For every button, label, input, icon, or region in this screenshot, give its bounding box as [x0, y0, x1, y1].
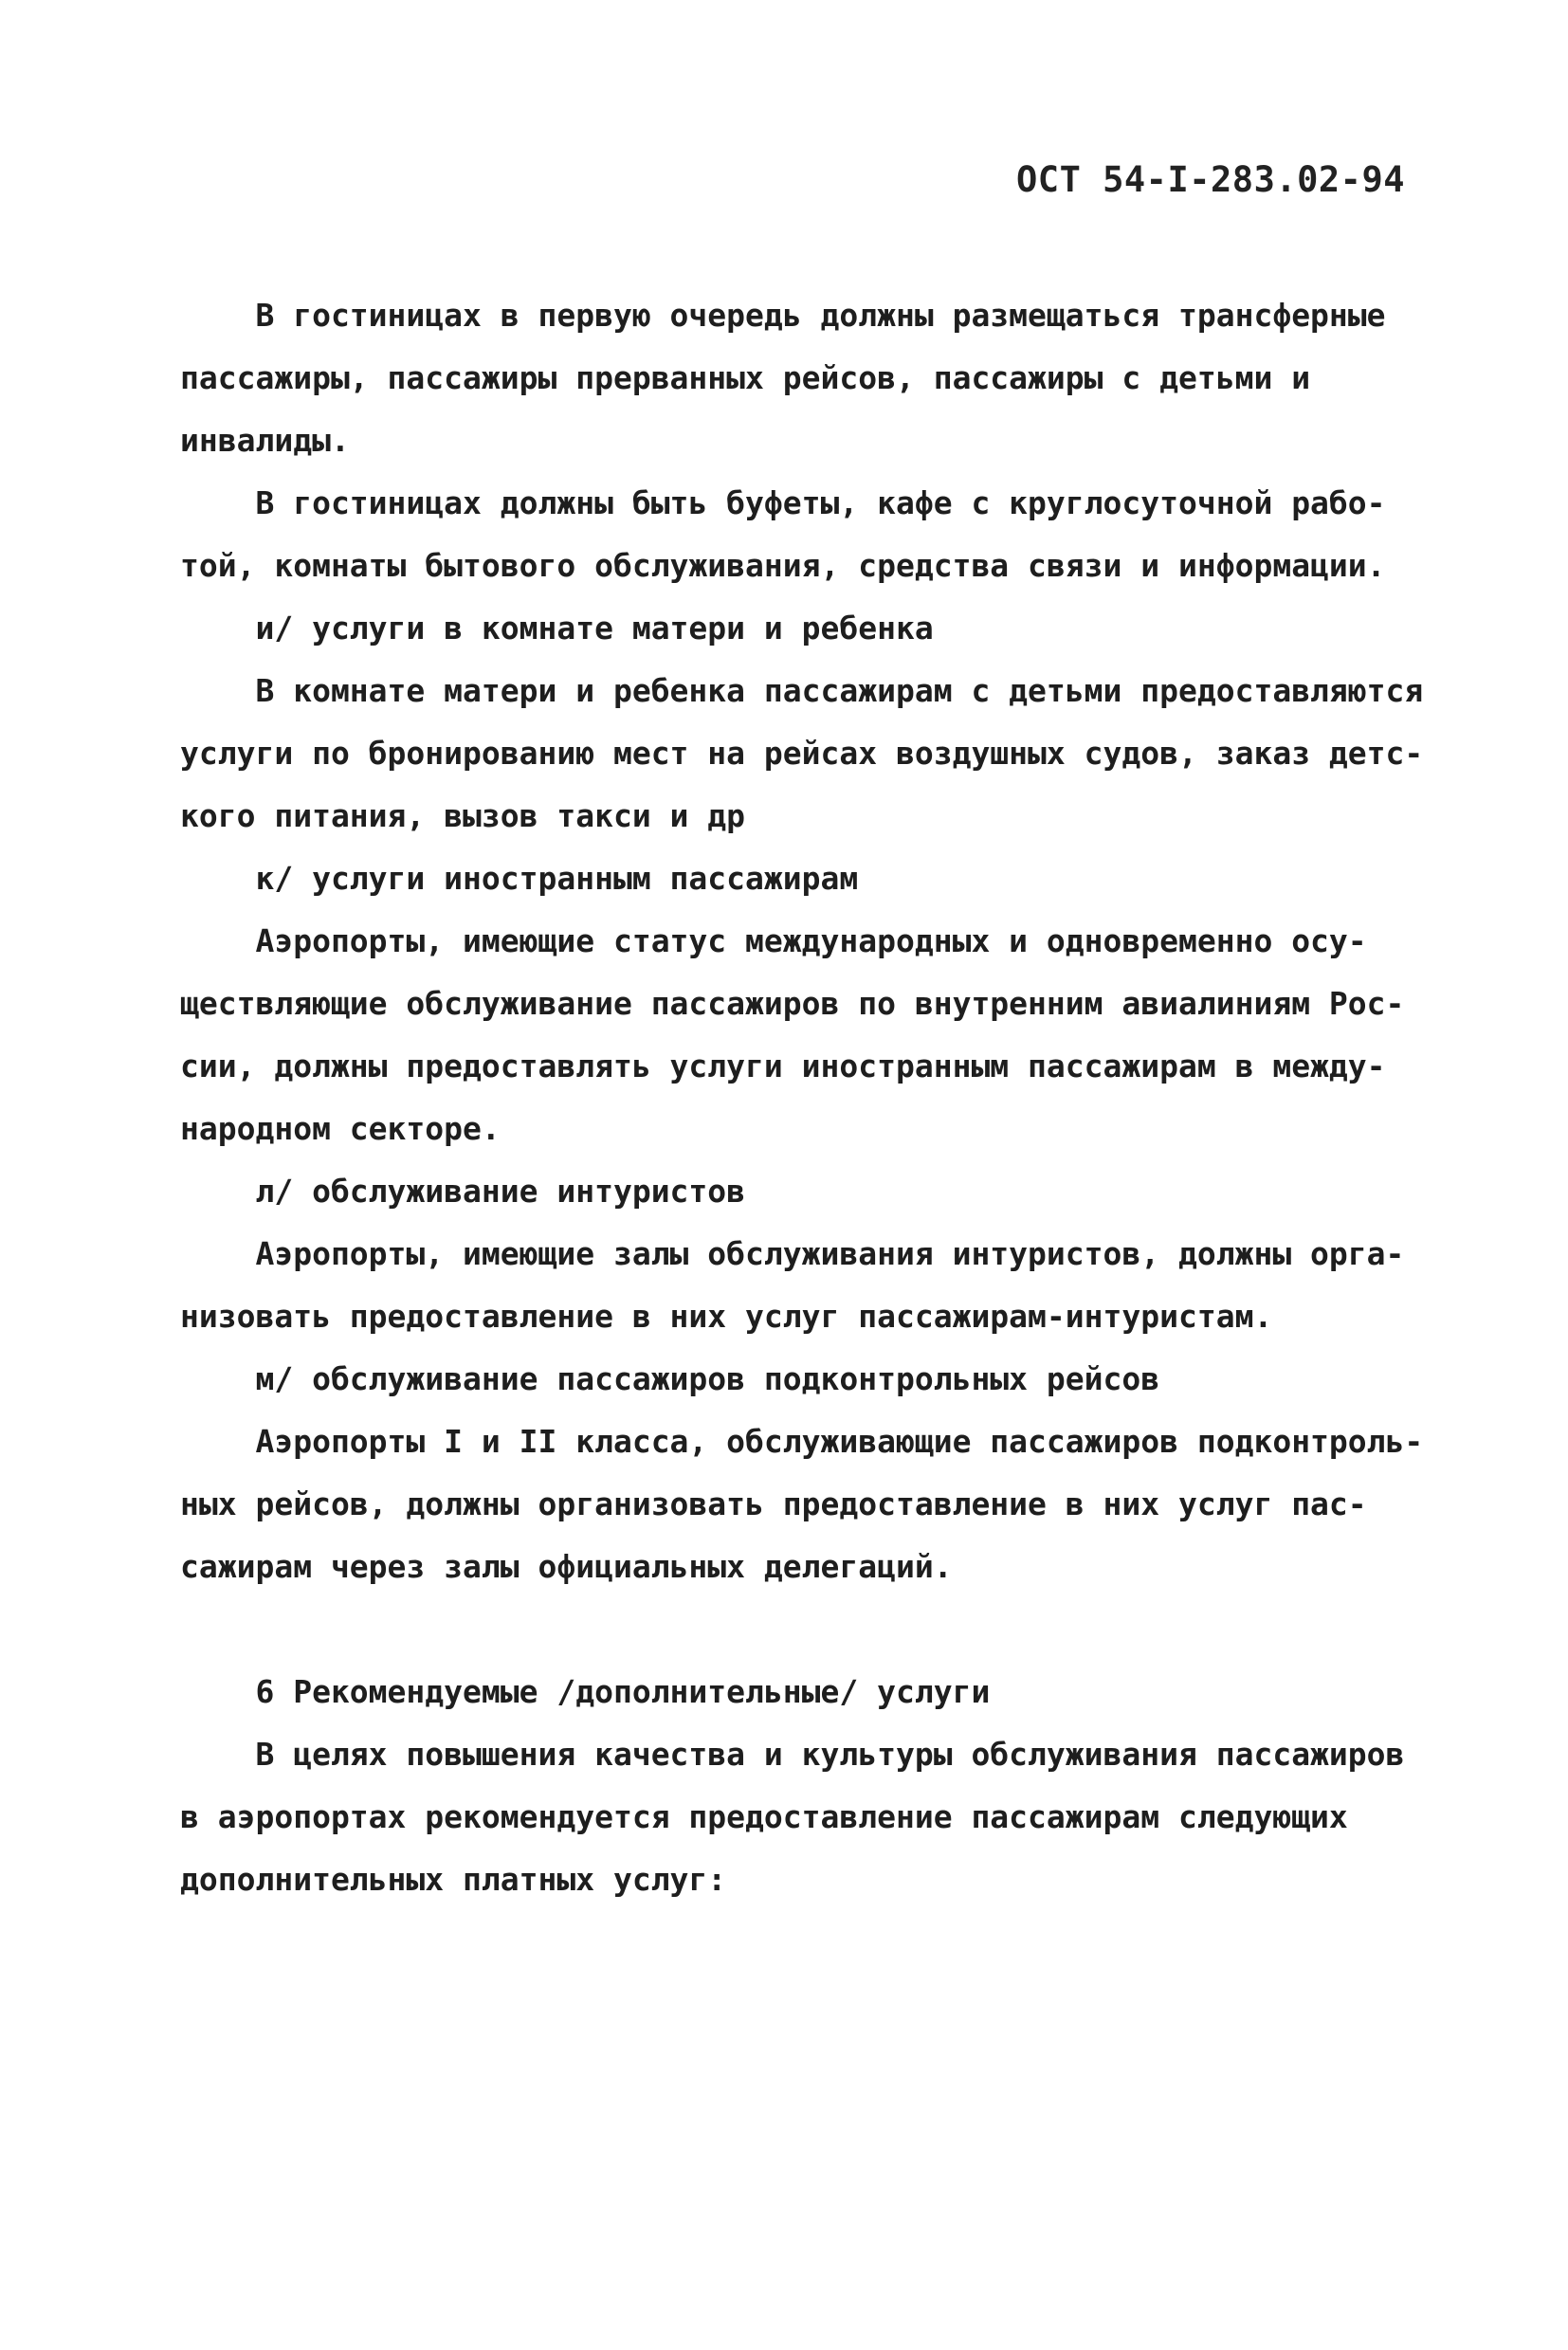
section-heading: м/ обслуживание пассажиров подконтрольных рейсов — [180, 1360, 1160, 1397]
text-line: сии, должны предоставлять услуги иностранным пассажирам в между- — [180, 1047, 1386, 1084]
text-line: в аэропортах рекомендуется предоставление пассажирам следующих — [180, 1798, 1348, 1835]
text-line: ных рейсов, должны организовать предоставление в них услуг пас- — [180, 1485, 1367, 1522]
section-heading: к/ услуги иностранным пассажирам — [180, 860, 859, 897]
text-line: В целях повышения качества и культуры обслуживания пассажиров — [180, 1736, 1405, 1773]
text-line: кого питания, вызов такси и др — [180, 797, 746, 834]
text-line: В гостиницах в первую очередь должны размещаться трансферные — [180, 297, 1386, 334]
text-line: дополнительных платных услуг: — [180, 1861, 727, 1898]
document-code: ОСТ 54-I-283.02-94 — [1016, 159, 1405, 200]
text-line: услуги по бронированию мест на рейсах воздушных судов, заказ детс- — [180, 735, 1424, 772]
section-heading: 6 Рекомендуемые /дополнительные/ услуги — [180, 1673, 991, 1710]
text-line: сажирам через залы официальных делегаций. — [180, 1548, 953, 1585]
text-line: низовать предоставление в них услуг пассажирам-интуристам. — [180, 1298, 1273, 1335]
document-body — [180, 284, 1469, 1911]
text-line: пассажиры, пассажиры прерванных рейсов, пассажиры с детьми и — [180, 359, 1311, 396]
section-heading: и/ услуги в комнате матери и ребенка — [180, 610, 934, 647]
text-line: народном секторе. — [180, 1110, 501, 1147]
text-line: той, комнаты бытового обслуживания, средства связи и информации. — [180, 547, 1386, 584]
text-line: В гостиницах должны быть буфеты, кафе с круглосуточной рабо- — [180, 484, 1386, 521]
section-heading: л/ обслуживание интуристов — [180, 1173, 746, 1210]
text-line: Аэропорты I и II класса, обслуживающие пассажиров подконтроль- — [180, 1423, 1424, 1460]
text-line: ществляющие обслуживание пассажиров по внутренним авиалиниям Рос- — [180, 985, 1405, 1022]
blank-line — [180, 1598, 1469, 1661]
text-line: В комнате матери и ребенка пассажирам с детьми предоставляются — [180, 672, 1424, 709]
text-line: инвалиды. — [180, 422, 350, 459]
text-line: Аэропорты, имеющие залы обслуживания интуристов, должны орга- — [180, 1235, 1405, 1272]
text-line: Аэропорты, имеющие статус международных и одновременно осу- — [180, 922, 1367, 959]
